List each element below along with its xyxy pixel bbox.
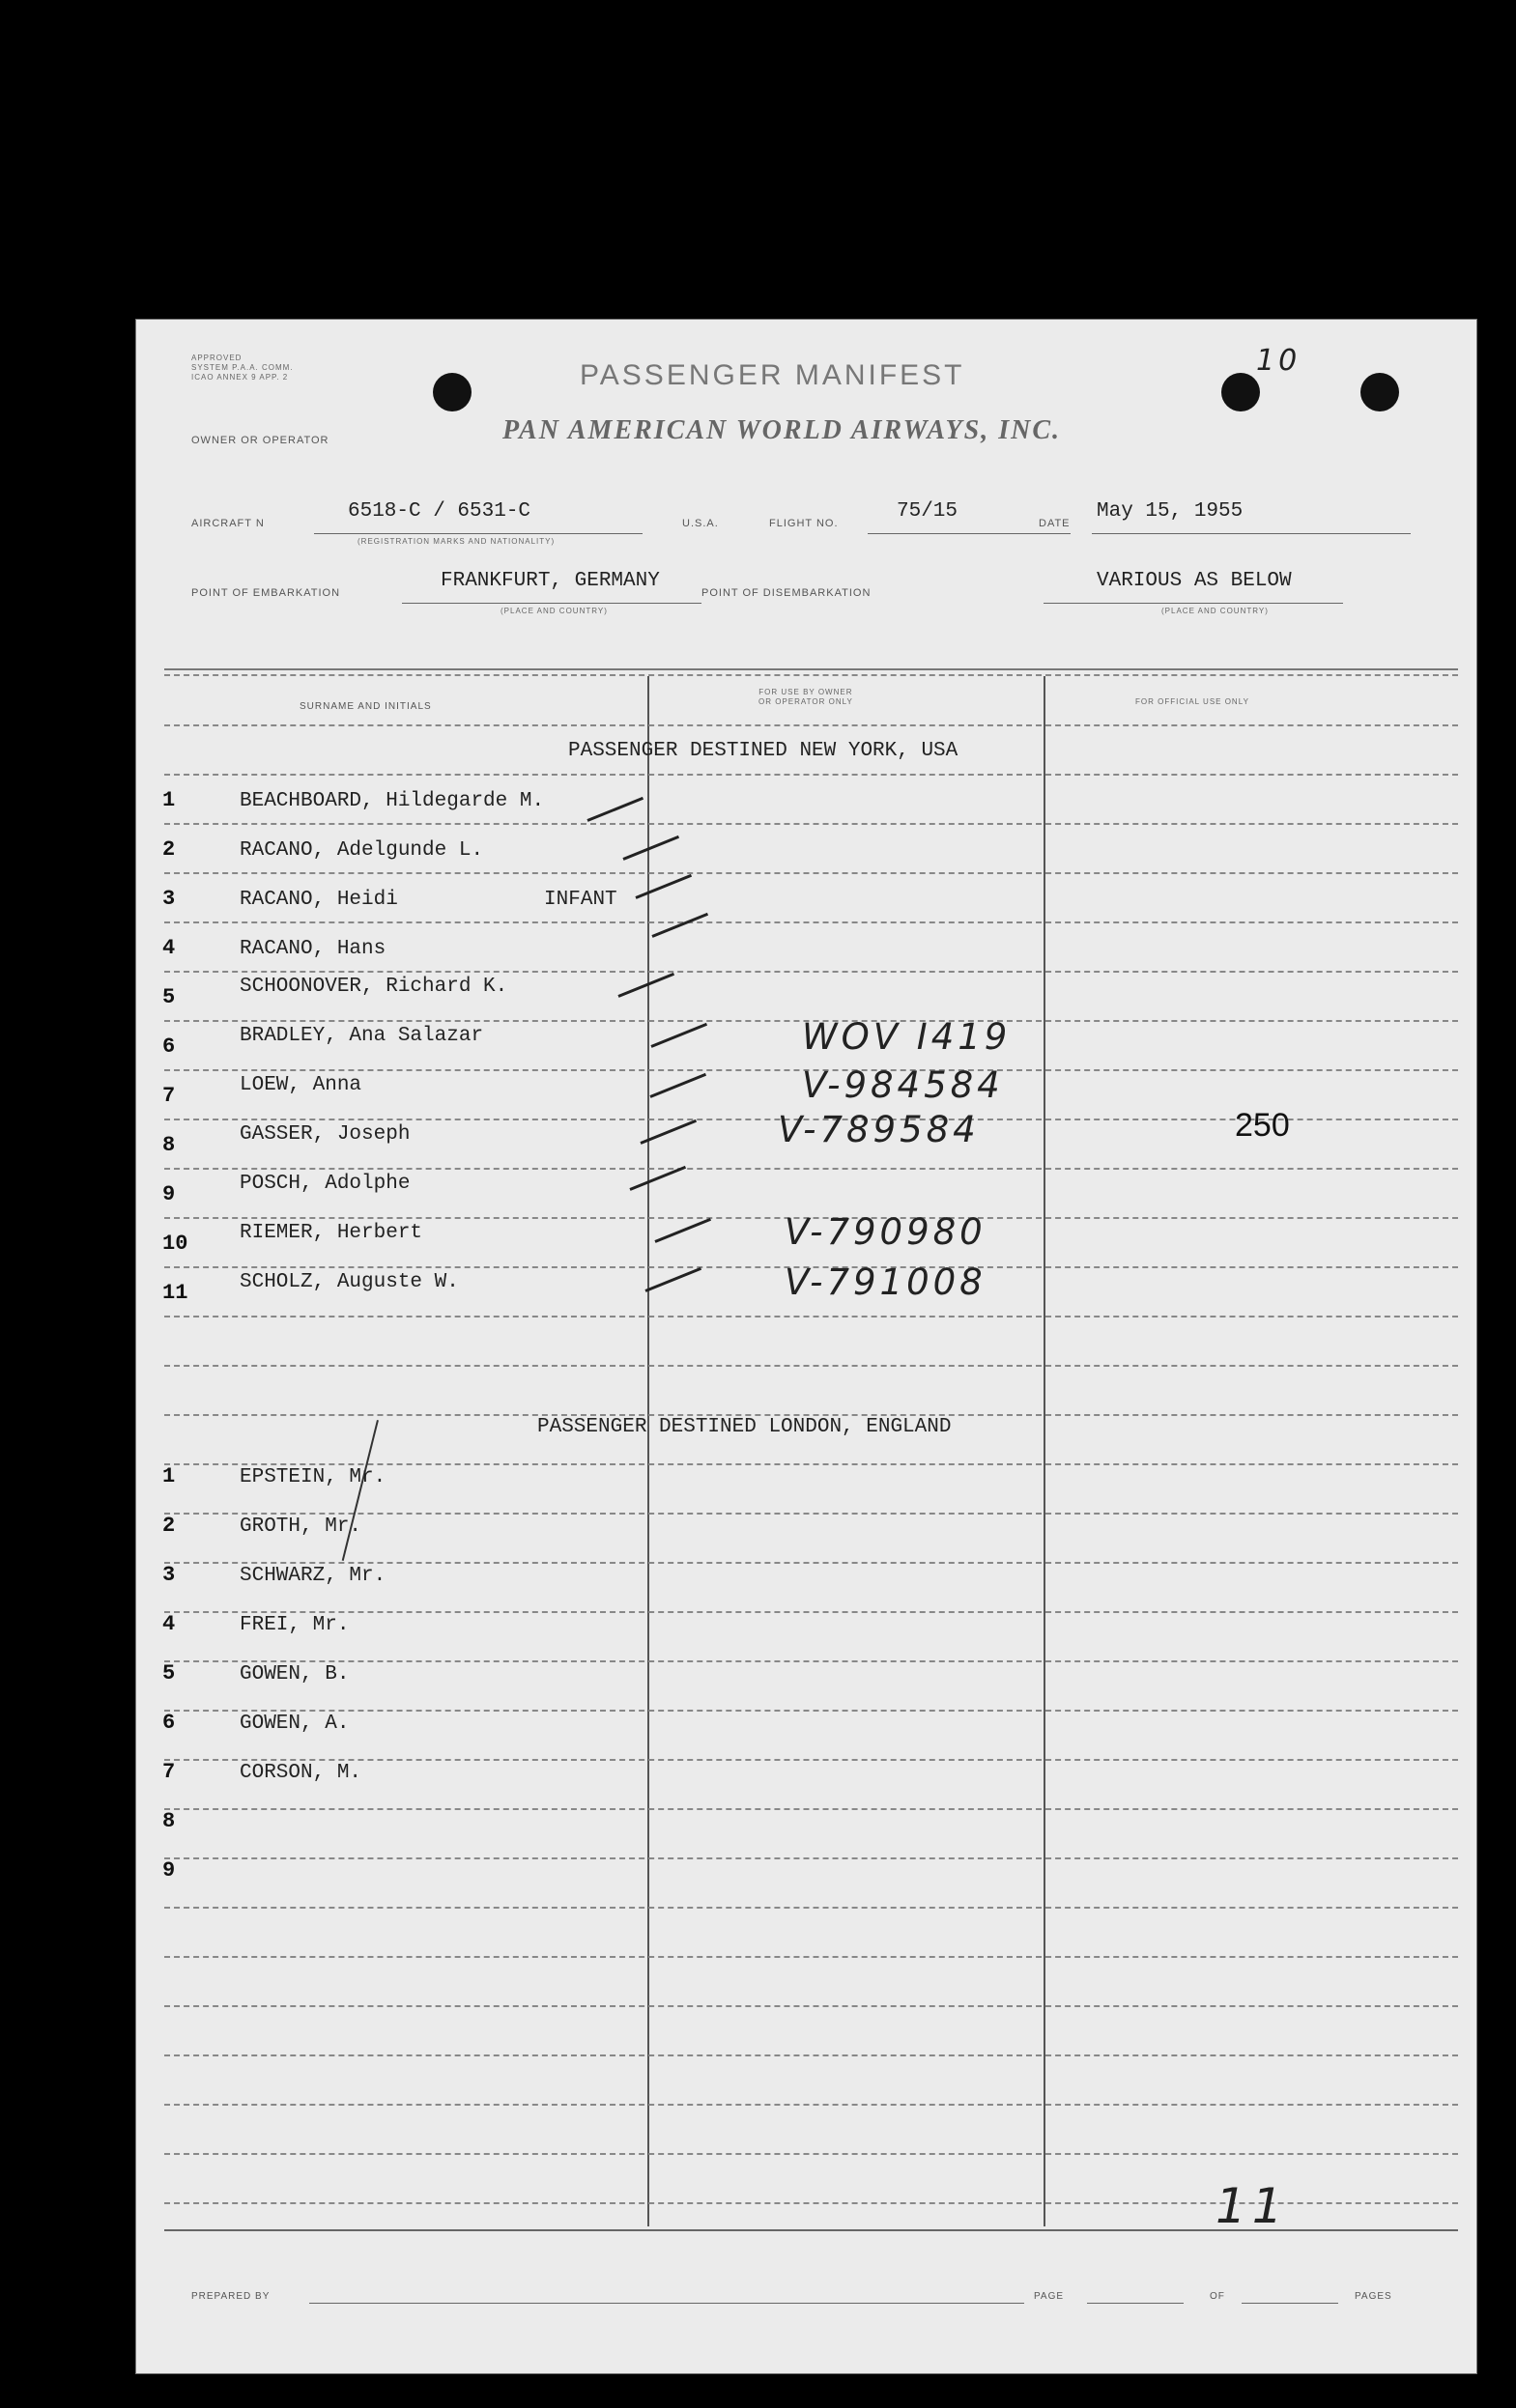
row-rule [164,1857,1458,1859]
disembark-value: VARIOUS AS BELOW [1097,570,1292,592]
passenger-name: GOWEN, B. [240,1663,350,1686]
check-mark [654,1218,711,1243]
check-mark [635,874,692,899]
row-rule [164,2005,1458,2007]
row-rule [164,1710,1458,1712]
manifest-sheet [135,319,1477,2374]
approval-line: APPROVED [191,354,243,362]
form-title: PASSENGER MANIFEST [580,359,965,391]
row-number: 9 [162,1182,176,1206]
approval-line: SYSTEM P.A.A. COMM. [191,363,294,372]
passenger-name: FREI, Mr. [240,1614,350,1636]
row-number: 4 [162,936,176,960]
registration-caption: (REGISTRATION MARKS AND NATIONALITY) [358,537,556,546]
approval-block [191,354,294,382]
col-official: FOR OFFICIAL USE ONLY [1135,697,1249,706]
passenger-name: GASSER, Joseph [240,1123,411,1146]
embark-label: POINT OF EMBARKATION [191,587,341,599]
row-number: 1 [162,1464,176,1488]
col-owner-use-line: FOR USE BY OWNER [758,688,853,696]
punch-hole [433,373,472,411]
owner-label: OWNER OR OPERATOR [191,435,329,446]
passenger-name: SCHWARZ, Mr. [240,1565,386,1587]
row-rule [164,1759,1458,1761]
section-heading-london: PASSENGER DESTINED LONDON, ENGLAND [537,1416,952,1438]
passenger-name: RACANO, Adelgunde L. [240,839,484,862]
embark-caption: (PLACE AND COUNTRY) [501,607,608,615]
approval-line: ICAO ANNEX 9 APP. 2 [191,373,289,382]
visa-note: V-790980 [785,1211,987,1253]
check-mark [586,797,644,822]
row-number: 7 [162,1084,176,1108]
passenger-name: EPSTEIN, Mr. [240,1466,386,1488]
flight-value: 75/15 [897,500,958,523]
row-rule [164,823,1458,825]
passenger-name: CORSON, M. [240,1762,362,1784]
passenger-name: RACANO, Hans [240,938,386,960]
disembark-label: POINT OF DISEMBARKATION [701,587,872,599]
row-number: 2 [162,837,176,862]
row-rule [164,2104,1458,2106]
section-heading-new-york: PASSENGER DESTINED NEW YORK, USA [568,740,958,762]
passenger-name: GROTH, Mr. [240,1516,362,1538]
punch-hole [1360,373,1399,411]
row-number: 1 [162,788,176,812]
passenger-name: SCHOLZ, Auguste W. [240,1271,459,1293]
row-number: 2 [162,1514,176,1538]
check-mark [649,1073,706,1098]
passenger-name: SCHOONOVER, Richard K. [240,976,508,998]
pen-stroke [342,1420,379,1561]
row-rule [164,921,1458,923]
row-number: 8 [162,1809,176,1833]
column-divider [647,676,649,2226]
row-number: 8 [162,1133,176,1157]
row-rule [164,724,1458,726]
row-number: 4 [162,1612,176,1636]
passenger-name: POSCH, Adolphe [240,1173,411,1195]
check-mark [650,1023,707,1048]
row-number: 6 [162,1711,176,1735]
row-rule [164,1463,1458,1465]
aircraft-value: 6518-C / 6531-C [348,500,531,523]
row-rule [164,1660,1458,1662]
official-note: 250 [1235,1107,1290,1144]
row-number: 5 [162,1661,176,1686]
row-number: 10 [162,1232,188,1256]
col-owner-use-line: OR OPERATOR ONLY [758,697,853,706]
row-number: 6 [162,1034,176,1059]
row-rule [164,1168,1458,1170]
punch-hole [1221,373,1260,411]
pages-label: PAGES [1355,2291,1392,2302]
row-rule [164,872,1458,874]
visa-note: V-789584 [778,1109,980,1150]
date-label: DATE [1039,518,1071,529]
visa-note: V-791008 [785,1261,987,1303]
row-number: 11 [162,1281,188,1305]
page-count-mark: 11 [1216,2178,1289,2234]
row-number: 5 [162,985,176,1009]
usa-label: U.S.A. [682,518,719,529]
corner-mark: 10 [1256,344,1301,378]
date-value: May 15, 1955 [1097,500,1244,523]
row-number: 3 [162,1563,176,1587]
visa-note: WOV I419 [802,1016,1012,1058]
check-mark [622,836,679,861]
airline-name: PAN AMERICAN WORLD AIRWAYS, INC. [502,415,1062,445]
col-owner-use [758,688,853,707]
check-mark [651,913,708,938]
row-rule [164,1562,1458,1564]
row-rule [164,1365,1458,1367]
passenger-name: BRADLEY, Ana Salazar [240,1025,484,1047]
row-rule [164,774,1458,776]
row-rule [164,2054,1458,2056]
passenger-name: LOEW, Anna [240,1074,362,1096]
col-surname: SURNAME AND INITIALS [300,701,432,712]
disembark-caption: (PLACE AND COUNTRY) [1161,607,1269,615]
passenger-name: BEACHBOARD, Hildegarde M. [240,790,545,812]
column-divider [1044,676,1045,2226]
passenger-name: RIEMER, Herbert [240,1222,423,1244]
check-mark [617,973,674,998]
of-label: OF [1210,2291,1225,2302]
passenger-name: RACANO, Heidi INFANT [240,889,617,911]
row-rule [164,1611,1458,1613]
page-label: PAGE [1034,2291,1065,2302]
visa-note: V-984584 [802,1064,1004,1106]
row-rule [164,971,1458,973]
prepared-label: PREPARED BY [191,2291,271,2302]
row-rule [164,1316,1458,1317]
row-number: 7 [162,1760,176,1784]
row-rule [164,1808,1458,1810]
passenger-name: GOWEN, A. [240,1713,350,1735]
check-mark [644,1267,701,1292]
embark-value: FRANKFURT, GERMANY [441,570,660,592]
row-rule [164,1907,1458,1909]
row-rule [164,1956,1458,1958]
row-number: 9 [162,1858,176,1883]
row-rule [164,2153,1458,2155]
flight-label: FLIGHT NO. [769,518,839,529]
row-number: 3 [162,887,176,911]
aircraft-label: AIRCRAFT N [191,518,265,529]
row-rule [164,1513,1458,1515]
